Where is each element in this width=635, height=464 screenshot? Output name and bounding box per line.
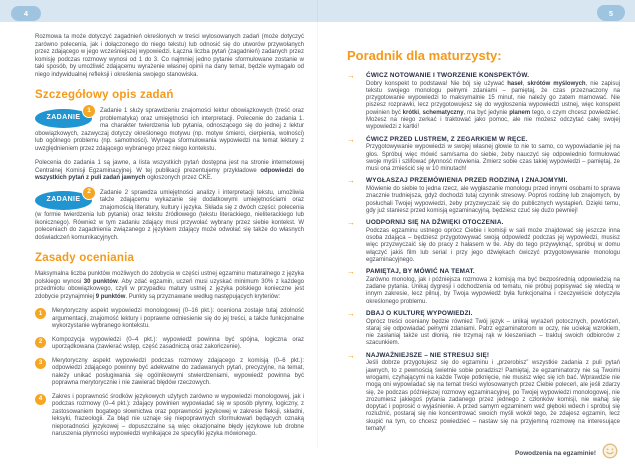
- tip-title: ĆWICZ PRZED LUSTREM, Z ZEGARKIEM W RĘCE.: [366, 135, 528, 143]
- tip-title: WYGŁASZAJ PRZEMÓWIENIA PRZED RODZINĄ I ZNAJOMYMI.: [366, 177, 568, 185]
- page-number-right: 5: [597, 5, 625, 21]
- task-1-badge: [35, 106, 92, 128]
- smiley-icon: [602, 443, 618, 464]
- tip-item-6: [347, 310, 620, 348]
- page-title: Poradnik dla maturzysty:: [347, 48, 502, 63]
- task-1-block: [35, 108, 304, 153]
- tip-item-4: [347, 219, 620, 264]
- criterion-number-icon: 1: [35, 308, 46, 319]
- criterion-text: Kompozycja wypowiedzi (0–4 pkt.): wypowiedź powinna być spójna, logiczna oraz uporządkowana (zawierać wstęp, część zasadniczą oraz zakończenie).: [52, 336, 304, 350]
- left-page: [0, 22, 317, 449]
- tip-item-1: [347, 72, 620, 132]
- section-title-zasady: Zasady oceniania: [35, 252, 135, 264]
- tip-text: Mówienie do siebie to jedna rzecz, ale wygłaszanie monologu przed innymi osobami to sprawa znacznie trudniejsza, gdyż dochodzi tutaj czynnik stresowy. Poproś rodzinę lub znajomych, by posłuchali Twojej wypowiedzi, żeby przyzwyczaić się do publicznych wystąpień. Dzięki temu, gdy już staniesz przed komisją egzaminacyjną, będziesz czuć się dużo pewniej!: [366, 185, 620, 214]
- closing-text: Powodzenia na egzaminie!: [515, 450, 596, 458]
- tip-text: Dobry konspekt to podstawa! Nie bój się używać haseł, skrótów myślowych, nie zapisuj tekstu swojego monologu pełnymi zdaniami – pamiętaj, że czas przeznaczony na przygotowanie wypowiedzi to maksymalnie 15 minut, nie należy go zatem marnować. Nie piszesz rozprawki, lecz przygotowujesz się do wygłoszenia wypowiedzi ustnej, więc konspekt powinien być krótki, schematyczny, ma być jedynie planem tego, o czym chcesz powiedzieć. Możesz na niego zerkać i traktować jako pomoc, ale nie możesz odczytać całej swojej wypowiedzi z kartki!: [366, 80, 621, 131]
- task-2-text: Zadanie 2 sprawdza umiejętności analizy i interpretacji tekstu, umożliwia także zdającemu wykazanie się dodatkowymi umiejętnościami oraz znajomością literatury, kultury i języka. Składa się z dwóch części: polecenia (w formie twierdzenia lub pytania) oraz tekstu źródłowego (tekstu literackiego, nieliterackiego lub ikonicznego). Również w tym zadaniu zdający musi przywołać wybrany przez siebie kontekst. W poleceniach do zagadnienia związanego z językiem zdający może odwołać się także do własnych doświadczeń komunikacyjnych.: [35, 189, 304, 241]
- task-2-badge: [35, 188, 92, 210]
- task-1-text: Zadanie 1 służy sprawdzeniu znajomości lektur obowiązkowych (treść oraz problematyka) oraz umiejętności ich interpretacji. Polecenie do zadania 1. ma charakter twierdzenia lub pytania, odnoszącego się do jednej z lektur obowiązkowych, zazwyczaj dotyczy określonego motywu (np. motyw śmierci, cierpienia, wolności) lub ogólnego problemu (np. samotności). Wymaga sformułowania wypowiedzi na temat lektury z uwzględnieniem przez zdającego wybranego przez niego kontekstu.: [35, 108, 304, 152]
- closing-line: [347, 443, 620, 464]
- criterion-text: Merytoryczny aspekt wypowiedzi podczas rozmowy zdającego z komisją (0–6 pkt.): odpowiedzi zdającego powinny być adekwatne do zadawanych pytań, precyzyjne, na temat, należy unikać posługiwania się ogólnikowymi stwierdzeniami, wypowiedź powinna być poprawna merytorycznie i nie zawierać błędów rzeczowych.: [52, 357, 304, 386]
- tip-text: Oprócz treści oceniany będzie również Twój język – unikaj wyrażeń potocznych, powtórzeń, staraj się odpowiadać pełnymi zdaniami. Patrz egzaminatorom w oczy, nie uciekaj wzrokiem, nie zasłaniaj także ust dłonią, nie trzymaj rąk w kieszeniach – traktuj swoich odbiorców z szacunkiem.: [366, 318, 620, 347]
- arrow-icon: →: [347, 218, 355, 228]
- task-badge-label: ZADANIE: [46, 195, 81, 203]
- tip-text: Podczas egzaminu ustnego oprócz Ciebie i komisji w sali może znajdować się jeszcze inna osoba zdająca – będziesz przygotowywać swoją odpowiedź podczas jej wypowiedzi, musisz więc przyzwyczaić się do pracy z hałasem w tle. Aby do tego przywyknąć, spróbuj w domu włączyć jakiś film lub serial i przy jego dźwiękach ćwiczyć przygotowywanie monologu egzaminacyjnego.: [366, 227, 620, 263]
- tip-text: Przygotowywanie wypowiedzi w swojej własnej głowie to nie to samo, co wypowiadanie jej na głos. Spróbuj więc mówić sam/sama do siebie, żeby nauczyć się odpowiednio formułować swoje myśli i szlifować płynność mówienia. Zmierz sobie czas takiej wypowiedzi – pamiętaj, że musi ona zmieścić się w 10 minutach!: [366, 144, 620, 173]
- criterion-number-icon: 3: [35, 358, 46, 369]
- zasady-intro-paragraph: Maksymalna liczba punktów możliwych do zdobycia w części ustnej egzaminu maturalnego z języka polskiego wynosi 30 punktów. Aby zdać egzamin, uczeń musi uzyskać minimum 30% z każdego przedmiotu obowiązkowego, czyli w przypadku matury ustnej z języka polskiego konieczne jest zdobycie przynajmniej 9 punktów. Punkty są przyznawane według następujących kryteriów:: [35, 271, 304, 300]
- tip-item-2: [347, 136, 620, 174]
- criterion-item-4: [35, 394, 304, 439]
- para-zadania-jawne: Polecenia do zadania 1 są jawne, a lista wszystkich pytań dostępna jest na stronie internetowej Centralnej Komisji Egzaminacyjnej. W tej publikacji prezentujemy przykładowe odpowiedzi do wszystkich pytań z puli zadań jawnych ogłoszonych przez CKE.: [35, 160, 304, 181]
- intro-paragraph: Rozmowa ta może dotyczyć zagadnień określonych w treści wylosowanych zadań (może dotyczyć zarówno polecenia, jak i dołączonego do niego tekstu) lub odnosić się do utworów przywołanych przez zdającego w jego wcześniejszej wypowiedzi. Łączna liczba pytań (zagadnień) zadanych przez komisję podczas rozmowy wynosi od 1 do 3. Co najmniej jedno pytanie sformułowane zostanie w taki sposób, by umożliwić zdającemu wyrażenie własnej opinii na dany temat, będzie wymagało od niego indywidualnej refleksji i określenia swojego stanowiska.: [35, 34, 304, 78]
- arrow-icon: →: [347, 267, 355, 277]
- task-2-block: [35, 190, 304, 243]
- tip-item-5: [347, 268, 620, 306]
- page-number-left: 4: [11, 6, 41, 21]
- criterion-text: Merytoryczny aspekt wypowiedzi monologowej (0–16 pkt.): oceniona zostaje tutaj zdolność argumentacji, znajomość lektury i poprawne odniesienie się do jej treści, a także funkcjonalne wykorzystanie wybranego kontekstu.: [52, 308, 304, 329]
- arrow-icon: →: [347, 134, 355, 144]
- tip-item-3: [347, 177, 620, 215]
- arrow-icon: →: [347, 176, 355, 186]
- criterion-text: Zakres i poprawność środków językowych użytych zarówno w wypowiedzi monologowej, jak i podczas rozmowy (0–4 pkt.): zdający powinien wypowiadać się w sposób płynny, logiczny, z zastosowaniem bogatego słownictwa oraz poprawności językowej w zakresie fleksji, składni, leksyki, frazeologii. Za błąd nie uznaje się niepoprawnych sformułowań będących oznaką nieporadności językowej – dopuszczalne są więc okazjonalne błędy językowe lub drobne naruszenia płynności wypowiedzi wynikające ze specyfiki języka mówionego.: [52, 393, 304, 437]
- tip-title: DBAJ O KULTURĘ WYPOWIEDZI.: [366, 310, 473, 317]
- tip-title: ĆWICZ NOTOWANIE I TWORZENIE KONSPEKTÓW.: [366, 72, 530, 79]
- arrow-icon: →: [347, 350, 355, 360]
- arrow-icon: →: [347, 309, 355, 318]
- tip-text: Zarówno monolog, jak i późniejsza rozmowa z komisją ma być bezpośrednią odpowiedzią na zadane pytania. Unikaj dygresji i odchodzenia od tematu, nie próbuj popisywać się wiedzą w innym zakresie, lecz pilnuj, by Twoja wypowiedź była funkcjonalna i rzeczywiście dotyczyła określonego problemu.: [366, 276, 620, 305]
- tip-text: Jeśli dobrze przygotujesz się do egzaminu i „przerobisz” wszystkie zadania z puli pytań jawnych, to z pewnością świetnie sobie poradzisz! Pamiętaj, że egzaminatorzy nie są Twoimi wrogami, czyhającymi na każde Twoje potknięcie, nie musisz więc się ich bać. Wprawdzie nie mogą oni wypowiadać się na temat treści wylosowanych przez Ciebie poleceń, ale jeśli zdarzy się, że podczas późniejszej rozmowy egzaminacyjnej, po Twojej wypowiedzi monologowej, nie zrozumiesz jakiegoś pytania zadanego przez jednego z członków komisji, nie wahaj się dopytać i poprosić o wyjaśnienie. A przed samym egzaminem weź głęboki wdech i spróbuj się rozluźnić, postaraj się nie koncentrować swoich myśli wokół tego, że zdajesz egzamin, lecz skupić na tym, co chcesz powiedzieć – nastaw się na przyjemną rozmowę na interesujące tematy!: [366, 360, 620, 433]
- criterion-number-icon: 2: [35, 337, 46, 348]
- criterion-item-2: [35, 337, 304, 352]
- arrow-icon: →: [347, 71, 355, 80]
- criterion-item-1: [35, 308, 304, 331]
- section-title-opis: Szczegółowy opis zadań: [35, 89, 174, 101]
- tip-title: NAJWAŻNIEJSZE – NIE STRESUJ SIĘ!: [366, 351, 490, 359]
- criterion-item-3: [35, 358, 304, 388]
- task-1-number-badge: 1: [82, 104, 96, 118]
- criterion-number-icon: 4: [35, 394, 46, 405]
- task-badge-label: ZADANIE: [46, 114, 81, 122]
- task-2-number-badge: 2: [82, 186, 96, 200]
- tip-item-7: [347, 352, 620, 434]
- right-page: [317, 22, 635, 458]
- tip-title: UODPORNIJ SIĘ NA DŹWIĘKI OTOCZENIA.: [366, 219, 504, 227]
- tip-title: PAMIĘTAJ, BY MÓWIĆ NA TEMAT.: [366, 268, 475, 276]
